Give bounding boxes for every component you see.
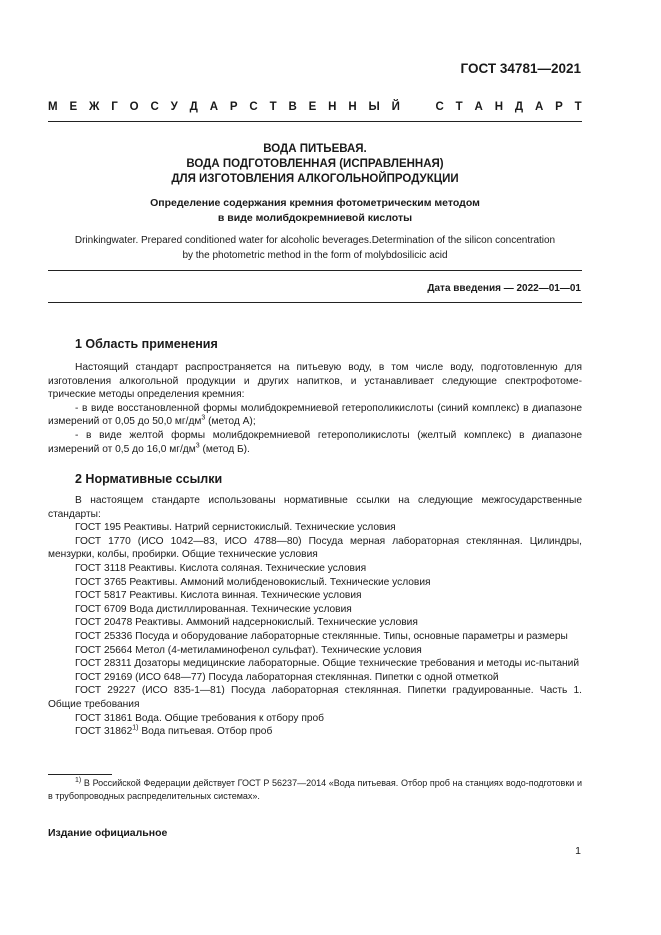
reference-item: ГОСТ 29227 (ИСО 835-1—81) Посуда лабораторная стеклянная. Пипетки градуированные. Часть 1. Общие требования (48, 685, 582, 710)
references-intro: В настоящем стандарте использованы нормативные ссылки на следующие межгосударственные стандарты: (48, 495, 582, 520)
reference-item: ГОСТ 31862$^{1)}$ Вода питьевая. Отбор проб (75, 724, 273, 738)
standard-type-letter: Р (229, 101, 238, 113)
reference-item: ГОСТ 31861 Вода. Общие требования к отбору проб (75, 712, 324, 724)
standard-type-letter: Ж (88, 101, 100, 113)
standard-type-letter: Н (348, 101, 357, 113)
title-line-1: ВОДА ПИТЬЕВАЯ. (263, 143, 367, 155)
standard-type-letter: Д (189, 101, 198, 113)
standard-type-letter: Е (308, 101, 317, 113)
standard-type-letter: А (209, 101, 219, 113)
reference-item: ГОСТ 5817 Реактивы. Кислота винная. Технические условия (75, 590, 362, 602)
reference-item: ГОСТ 25336 Посуда и оборудование лабораторные стеклянные. Типы, основные параметры и размеры (75, 630, 568, 642)
standard-type-letter: Ы (368, 101, 380, 113)
page-number: 1 (575, 845, 581, 857)
reference-item: ГОСТ 28311 Дозаторы медицинские лабораторные. Общие технические требования и методы ис-пытаний (75, 658, 580, 670)
english-title-line-1: Drinkingwater. Prepared conditioned water for alcoholic beverages.Determination of the silicon concentration (74, 235, 556, 246)
standard-type-letter: Р (555, 101, 563, 113)
footnote-rule (48, 774, 112, 775)
footnote: $^{1)}$ В Российской Федерации действует ГОСТ Р 56237—2014 «Вода питьевая. Отбор проб на станциях водо-подготовки и в трубопроводных распределительных системах». (48, 777, 582, 801)
official-edition-label: Издание официальное (48, 827, 168, 839)
standard-type-letter: Н (494, 101, 504, 113)
standard-type-letter: Т (269, 101, 277, 113)
introduction-date: Дата введения — 2022—01—01 (427, 283, 581, 294)
standard-type-letter: А (534, 101, 544, 113)
date-rule (48, 302, 582, 303)
standard-type-letter: М (48, 101, 58, 113)
standard-type-letter: О (129, 101, 139, 113)
standard-type-letter: Й (391, 101, 400, 113)
standard-type-heading (48, 101, 582, 113)
section-1-heading: 1 Область применения (75, 337, 218, 351)
reference-item: ГОСТ 25664 Метол (4-метиламинофенол сульфат). Технические условия (75, 644, 422, 656)
standard-type-letter: У (170, 101, 178, 113)
gost-number: ГОСТ 34781—2021 (460, 61, 581, 76)
method-a-item: - в виде восстановленной формы молибдокремниевой гетерополикислоты (синий комплекс) в диапазоне измерений от 0,05 до 50,0 $мг/дм^3$ (метод А); (48, 402, 582, 428)
section-1-paragraph: Настоящий стандарт распространяется на питьевую воду, в том числе воду, подготовленную для изготовления алкогольной продукции и других напитков, и устанавливает следующие спектрофотоме-трические методы определения кремния: (48, 362, 582, 401)
reference-item: ГОСТ 3765 Реактивы. Аммоний молибденовокислый. Технические условия (75, 576, 431, 588)
standard-type-letter: С (249, 101, 258, 113)
standard-type-letter: Н (328, 101, 337, 113)
standard-type-letter: А (474, 101, 483, 113)
standard-type-letter: Т (574, 101, 582, 113)
section-1-body (48, 361, 582, 456)
subtitle-line-2: в виде молибдокремниевой кислоты (217, 211, 413, 224)
document-subtitle (48, 196, 582, 225)
subtitle-line-1: Определение содержания кремния фотометрическим методом (150, 197, 480, 209)
english-title-line-2: by the photometric method in the form of molybdosilicic acid (182, 249, 448, 261)
reference-item: ГОСТ 3118 Реактивы. Кислота соляная. Технические условия (75, 562, 367, 574)
reference-item: ГОСТ 29169 (ИСО 648—77) Посуда лабораторная стеклянная. Пипетки с одной отметкой (75, 671, 499, 683)
english-title (48, 234, 582, 263)
document-title (48, 142, 582, 187)
title-line-2: ВОДА ПОДГОТОВЛЕННАЯ (ИСПРАВЛЕННАЯ) (186, 158, 444, 170)
reference-item: ГОСТ 20478 Реактивы. Аммоний надсернокислый. Технические условия (75, 617, 418, 629)
standard-type-letter: С (435, 101, 444, 113)
standard-type-letter: Г (111, 101, 118, 113)
standard-type-letter: Т (455, 101, 463, 113)
standard-type-letter: Е (69, 101, 78, 113)
reference-item: ГОСТ 6709 Вода дистиллированная. Технические условия (75, 603, 352, 615)
references-list (48, 494, 582, 739)
standard-type-letter: Д (514, 101, 524, 113)
method-b-item: - в виде желтой формы молибдокремниевой гетерополикислоты (желтый комплекс) в диапазоне измерений от 0,5 до 16,0 $мг/дм^3$ (метод Б). (48, 429, 582, 455)
reference-item: ГОСТ 1770 (ИСО 1042—83, ИСО 4788—80) Посуда мерная лабораторная стеклянная. Цилиндры, мензурки, колбы, пробирки. Общие технические условия (48, 535, 582, 561)
section-2-heading: 2 Нормативные ссылки (75, 472, 223, 486)
standard-type-letter: С (150, 101, 159, 113)
reference-item: ГОСТ 195 Реактивы. Натрий сернистокислый. Технические условия (75, 522, 396, 534)
header-rule (48, 121, 582, 122)
title-line-3: ДЛЯ ИЗГОТОВЛЕНИЯ АЛКОГОЛЬНОЙПРОДУКЦИИ (171, 173, 459, 185)
standard-type-letter: В (288, 101, 297, 113)
title-rule (48, 270, 582, 271)
